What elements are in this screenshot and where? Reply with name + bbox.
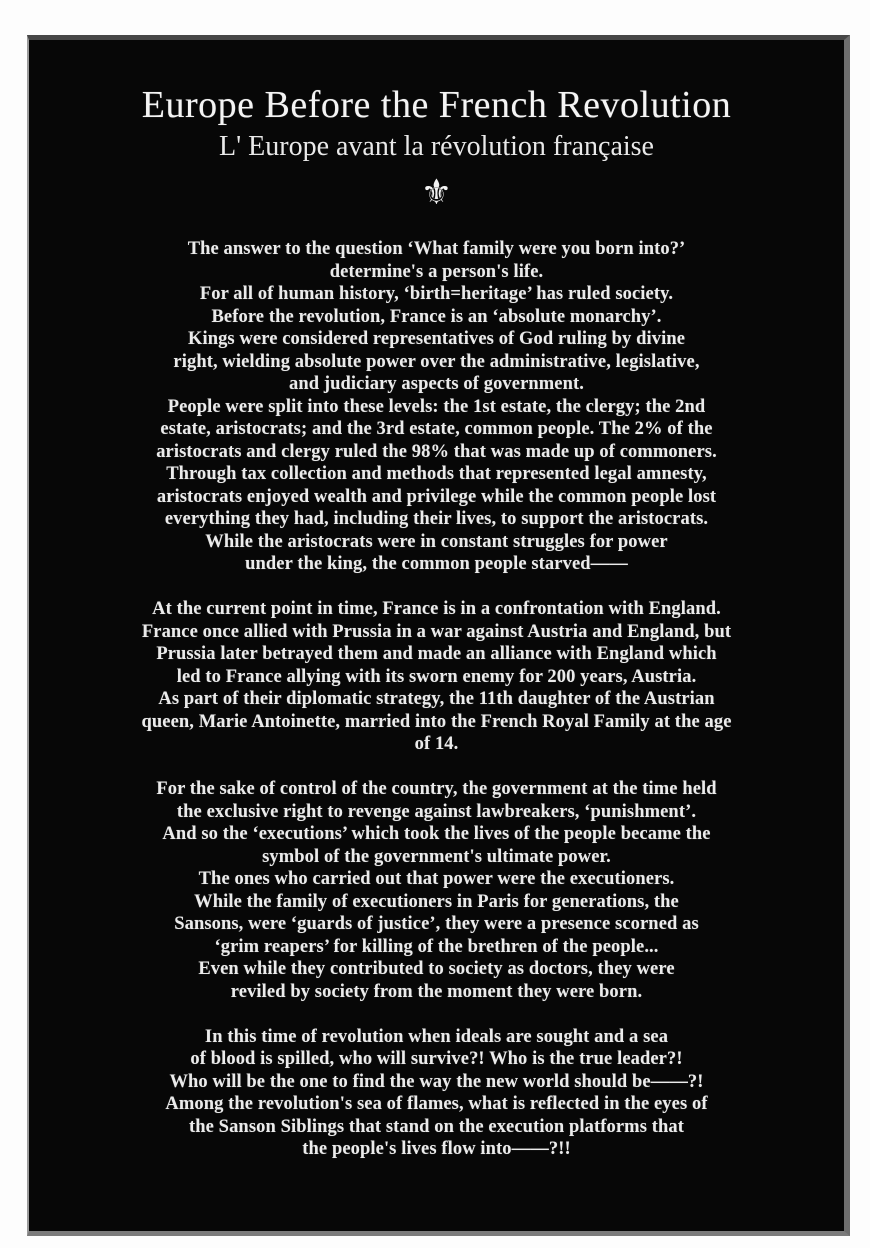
text-line: Kings were considered representatives of God ruling by divine [187,329,686,349]
text-line: While the family of executioners in Paris for generations, the [194,891,679,912]
text-line: everything they had, including their lives, to support the aristocrats. [164,509,709,529]
text-line: Who will be the one to find the way the new world should be——?! [169,1071,704,1092]
text-line: the exclusive right to revenge against lawbreakers, ‘punishment’. [176,801,697,822]
text-line: As part of their diplomatic strategy, the 11th daughter of the Austrian [158,689,715,709]
page-body-text [29,238,844,1161]
paragraph-estates-society [29,238,844,576]
text-line: People were split into these levels: the 1st estate, the clergy; the 2nd [167,396,706,417]
book-page [27,35,850,1236]
text-line: under the king, the common people starved—— [245,554,628,574]
text-line: For the sake of control of the country, the government at the time held [156,779,717,799]
text-line: France once allied with Prussia in a war against Austria and England, but [141,621,732,642]
text-line: And so the ‘executions’ which took the lives of the people became the [162,824,711,844]
text-line: of blood is spilled, who will survive?! Who is the true leader?! [190,1049,683,1069]
text-line: Through tax collection and methods that represented legal amnesty, [166,464,707,484]
text-line: estate, aristocrats; and the 3rd estate, common people. The 2% of the [160,419,713,439]
text-line: determine's a person's life. [329,261,544,282]
page-title: Europe Before the French Revolution [141,84,732,126]
text-line: reviled by society from the moment they were born. [230,981,643,1002]
text-line: At the current point in time, France is in a confrontation with England. [152,599,721,619]
text-line: the Sanson Siblings that stand on the execution platforms that [189,1116,684,1137]
text-line: While the aristocrats were in constant struggles for power [205,531,668,552]
text-line: Before the revolution, France is an ‘absolute monarchy’. [211,306,662,327]
text-line: Sansons, were ‘guards of justice’, they were a presence scorned as [174,914,699,934]
text-line: Prussia later betrayed them and made an alliance with England which [156,644,717,664]
text-line: symbol of the government's ultimate power. [262,846,611,867]
text-line: led to France allying with its sworn enemy for 200 years, Austria. [176,666,697,687]
page-subtitle-french: L' Europe avant la révolution française [219,131,654,162]
text-line: and judiciary aspects of government. [289,374,584,394]
text-line: In this time of revolution when ideals are sought and a sea [204,1026,669,1047]
text-line: The answer to the question ‘What family were you born into?’ [187,239,686,259]
text-line: aristocrats and clergy ruled the 98% that was made up of commoners. [156,441,717,462]
text-line: right, wielding absolute power over the administrative, legislative, [173,351,700,372]
text-line: Even while they contributed to society as doctors, they were [198,959,675,979]
text-line: ‘grim reapers’ for killing of the brethren of the people... [214,936,659,957]
text-line: Among the revolution's sea of flames, what is reflected in the eyes of [165,1094,708,1114]
text-line: of 14. [414,734,459,754]
text-line: the people's lives flow into——?!! [302,1139,571,1159]
text-line: For all of human history, ‘birth=heritage’ has ruled society. [199,284,674,304]
text-line: The ones who carried out that power were the executioners. [198,869,675,889]
paragraph-france-england-alliance [29,598,844,756]
text-line: aristocrats enjoyed wealth and privilege while the common people lost [156,486,717,507]
fleur-de-lis-icon: ⚜ [420,173,453,213]
paragraph-revolution-questions [29,1026,844,1161]
paragraph-executioners-sansons [29,778,844,1003]
text-line: queen, Marie Antoinette, married into the French Royal Family at the age [141,711,732,732]
